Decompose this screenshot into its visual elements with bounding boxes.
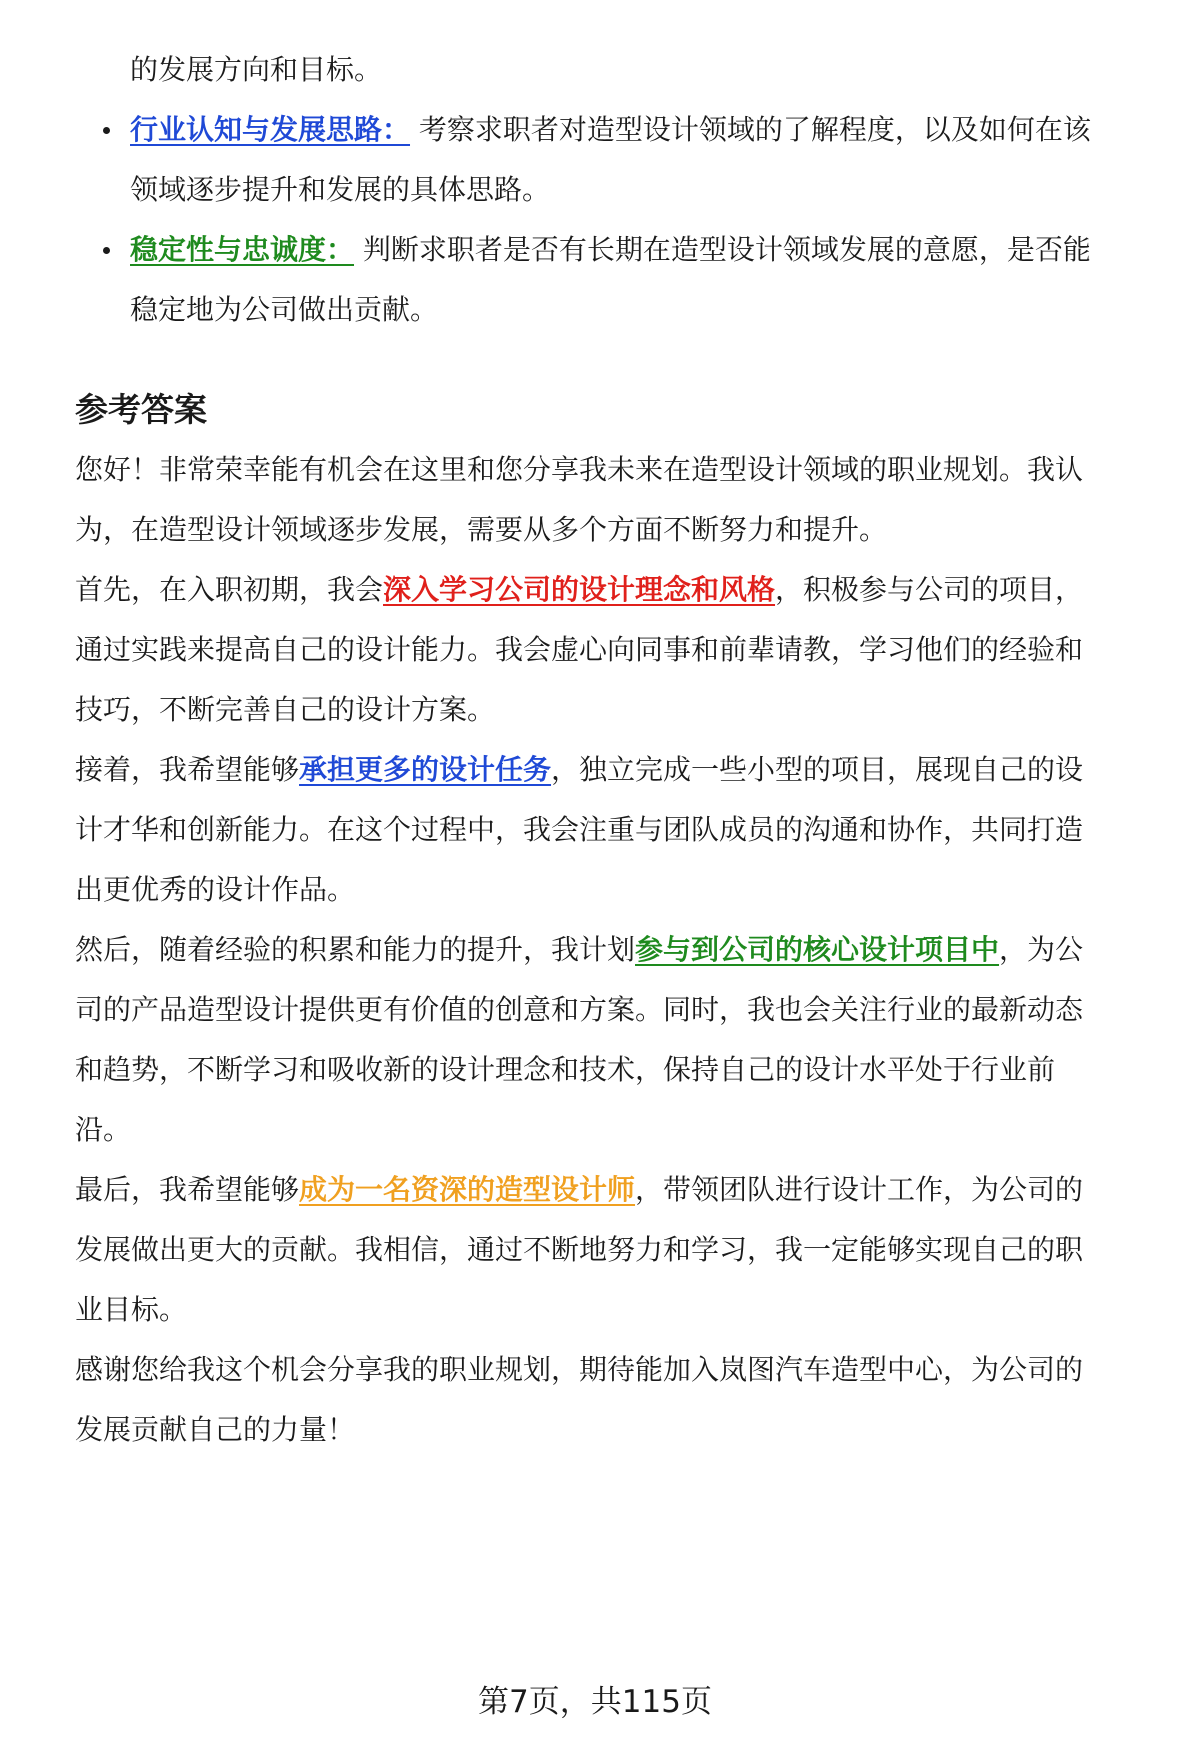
para-line: 您好！非常荣幸能有机会在这里和您分享我未来在造型设计领域的职业规划。我认 [75, 453, 1084, 486]
para-line: 沿。 [75, 1113, 132, 1146]
para-line: 感谢您给我这个机会分享我的职业规划，期待能加入岚图汽车造型中心，为公司的 [75, 1353, 1084, 1386]
paragraph-first [75, 560, 1160, 740]
para-line: 通过实践来提高自己的设计能力。我会虚心向同事和前辈请教，学习他们的经验和 [75, 633, 1084, 666]
para-line: 出更优秀的设计作品。 [75, 873, 356, 906]
para-line: 发展贡献自己的力量！ [75, 1413, 356, 1446]
highlight-keyword: 成为一名资深的造型设计师 [299, 1173, 636, 1206]
paragraph-thanks [75, 1340, 1160, 1460]
para-line: 发展做出更大的贡献。我相信，通过不断地努力和学习，我一定能够实现自己的职 [75, 1233, 1084, 1266]
para-text: 首先，在入职初期，我会 [75, 573, 384, 606]
para-text: ，为公 [999, 933, 1084, 966]
para-text: ，积极参与公司的项目， [775, 573, 1084, 606]
page-number: 第7页，共115页 [478, 1684, 712, 1720]
highlight-keyword: 参与到公司的核心设计项目中 [635, 933, 1000, 966]
paragraph-then [75, 920, 1160, 1160]
para-text: 然后，随着经验的积累和能力的提升，我计划 [75, 933, 636, 966]
para-line: 和趋势，不断学习和吸收新的设计理念和技术，保持自己的设计水平处于行业前 [75, 1053, 1056, 1086]
para-text: ，带领团队进行设计工作，为公司的 [635, 1173, 1084, 1206]
para-line: 业目标。 [75, 1293, 188, 1326]
content [75, 40, 1160, 1460]
highlight-keyword: 深入学习公司的设计理念和风格 [383, 573, 776, 606]
bullet-item [75, 220, 1160, 340]
para-text: 最后，我希望能够 [75, 1173, 300, 1206]
bullet-dot-icon [103, 127, 110, 134]
bullet-text-cont: 稳定地为公司做出贡献。 [130, 293, 439, 326]
bullet-dot-icon [103, 247, 110, 254]
highlight-keyword: 承担更多的设计任务 [299, 753, 552, 786]
bullet-keyword: 稳定性与忠诚度： [130, 233, 355, 266]
continuation-line: 的发展方向和目标。 [130, 53, 383, 86]
section-heading: 参考答案 [75, 390, 207, 429]
bullet-text-cont: 领域逐步提升和发展的具体思路。 [130, 173, 551, 206]
para-line: 计才华和创新能力。在这个过程中，我会注重与团队成员的沟通和协作，共同打造 [75, 813, 1084, 846]
paragraph-next [75, 740, 1160, 920]
bullet-text: 考察求职者对造型设计领域的了解程度，以及如何在该 [418, 113, 1091, 146]
para-text: 接着，我希望能够 [75, 753, 300, 786]
para-line: 为，在造型设计领域逐步发展，需要从多个方面不断努力和提升。 [75, 513, 888, 546]
bullet-list [75, 100, 1160, 340]
para-line: 司的产品造型设计提供更有价值的创意和方案。同时，我也会关注行业的最新动态 [75, 993, 1084, 1026]
bullet-item [75, 100, 1160, 220]
bullet-keyword: 行业认知与发展思路： [130, 113, 411, 146]
paragraph-finally [75, 1160, 1160, 1340]
bullet-text: 判断求职者是否有长期在造型设计领域发展的意愿，是否能 [362, 233, 1091, 266]
para-line: 技巧，不断完善自己的设计方案。 [75, 693, 496, 726]
para-text: ，独立完成一些小型的项目，展现自己的设 [551, 753, 1084, 786]
paragraph-greeting [75, 440, 1160, 560]
